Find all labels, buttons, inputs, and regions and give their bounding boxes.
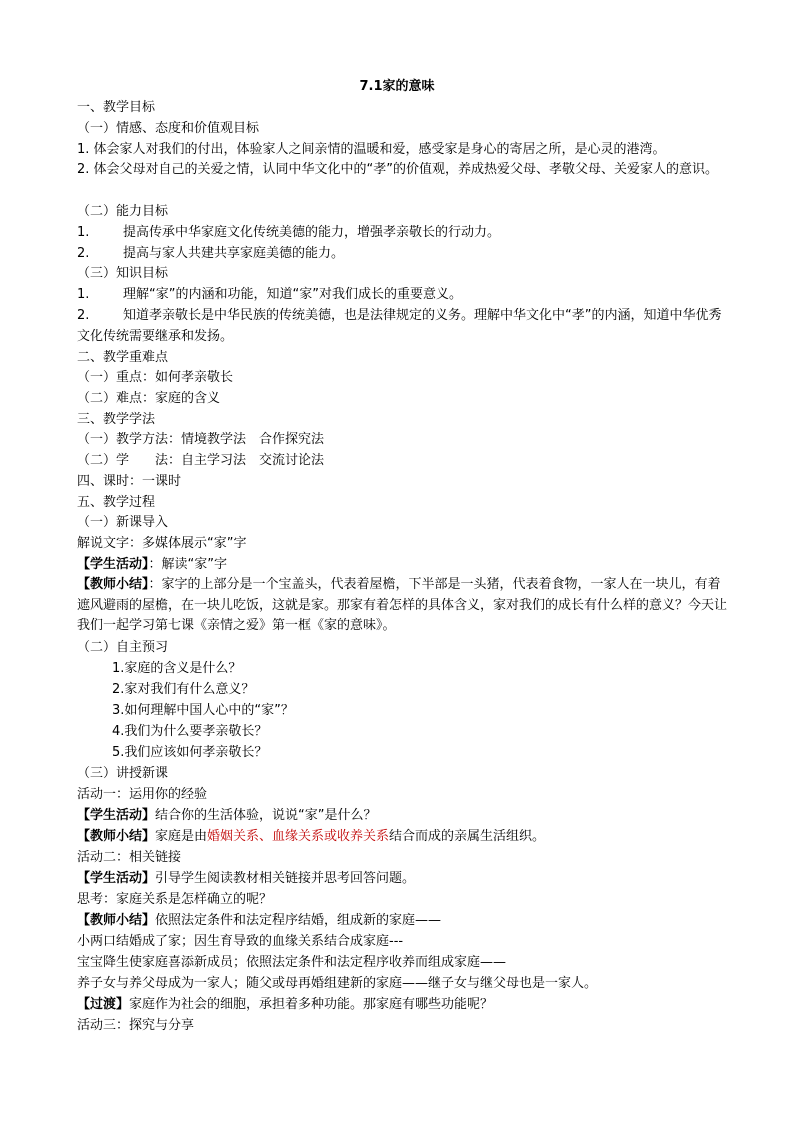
paragraph: 养子女与养父母成为一家人；随父或母再婚组建新的家庭——继子女与继父母也是一家人。 (77, 976, 598, 991)
list-item: 1. 理解“家”的内涵和功能，知道“家”对我们成长的重要意义。 (77, 287, 462, 302)
paragraph: 【学生活动】结合你的生活体验，说说“家”是什么？ (77, 808, 377, 823)
paragraph: 1. 体会家人对我们的付出，体验家人之间亲情的温暖和爱，感受家是身心的寄居之所，是心灵的港湾。 (77, 142, 666, 157)
question-item: 2.家对我们有什么意义？ (112, 682, 255, 697)
question-item: 3.如何理解中国人心中的“家”？ (112, 703, 294, 718)
question-item: 4.我们为什么要孝亲敬长？ (112, 724, 268, 739)
section-heading: 四、课时：一课时 (77, 474, 182, 489)
paragraph: 小两口结婚成了家；因生育导致的血缘关系结合成家庭--- (77, 934, 404, 949)
paragraph: （二）难点：家庭的含义 (77, 391, 221, 406)
section-heading: 三、教学学法 (77, 412, 156, 427)
paragraph: 活动二：相关链接 (77, 850, 182, 865)
paragraph: 【教师小结】依照法定条件和法定程序结婚，组成新的家庭—— (77, 913, 442, 928)
paragraph: 【过渡】家庭作为社会的细胞，承担着多种功能。那家庭有哪些功能呢？ (77, 997, 494, 1012)
question-item: 5.我们应该如何孝亲敬长？ (112, 745, 268, 760)
paragraph: （二）学 法：自主学习法 交流讨论法 (77, 453, 325, 468)
section-heading: 五、教学过程 (77, 495, 156, 510)
paragraph: 2. 体会父母对自己的关爱之情，认同中华文化中的“孝”的价值观，养成热爱父母、孝敬父母、关爱家人的意识。 (77, 162, 719, 177)
subsection-heading: （一）情感、态度和价值观目标 (77, 121, 260, 136)
list-item: 1. 提高传承中华家庭文化传统美德的能力，增强孝亲敬长的行动力。 (77, 225, 501, 240)
document-title: 7.1家的意味 (359, 79, 435, 94)
section-heading: 二、教学重难点 (77, 350, 169, 365)
section-heading: 一、教学目标 (77, 100, 156, 115)
subsection-heading: （三）知识目标 (77, 266, 169, 281)
question-item: 1.家庭的含义是什么？ (112, 661, 242, 676)
paragraph: 活动一：运用你的经验 (77, 787, 208, 802)
list-item: 2. 知道孝亲敬长是中华民族的传统美德，也是法律规定的义务。理解中华文化中“孝”的内涵，知道中华优秀文化传统需要继承和发扬。 (77, 308, 722, 344)
highlighted-text: 婚姻关系、血缘关系或收养关系 (207, 829, 390, 844)
paragraph: 活动三：探究与分享 (77, 1018, 195, 1033)
paragraph: 【教师小结】：家字的上部分是一个宝盖头，代表着屋檐，下半部是一头猪，代表着食物，一家人在一块儿，有着遮风避雨的屋檐，在一块儿吃饭，这就是家。那家有着怎样的具体含义，家对我们的成长有什么样的意义？今天让我们一起学习第七课《亲情之爱》第一框《家的意味》。 (77, 577, 728, 634)
paragraph: （一）重点：如何孝亲敬长 (77, 370, 234, 385)
paragraph: 【学生活动】：解读“家”字 (77, 557, 227, 572)
subsection-heading: （二）能力目标 (77, 204, 169, 219)
subsection-heading: （三）讲授新课 (77, 766, 169, 781)
subsection-heading: （二）自主预习 (77, 640, 169, 655)
paragraph: 【教师小结】家庭是由婚姻关系、血缘关系或收养关系结合而成的亲属生活组织。 (77, 829, 546, 844)
paragraph: （一）教学方法：情境教学法 合作探究法 (77, 432, 325, 447)
paragraph: 解说文字：多媒体展示“家”字 (77, 536, 247, 551)
paragraph: 【学生活动】引导学生阅读教材相关链接并思考回答问题。 (77, 871, 416, 886)
paragraph: 思考：家庭关系是怎样确立的呢？ (77, 892, 273, 907)
subsection-heading: （一）新课导入 (77, 515, 169, 530)
paragraph: 宝宝降生使家庭喜添新成员；依照法定条件和法定程序收养而组成家庭—— (77, 955, 507, 970)
list-item: 2. 提高与家人共建共享家庭美德的能力。 (77, 246, 345, 261)
